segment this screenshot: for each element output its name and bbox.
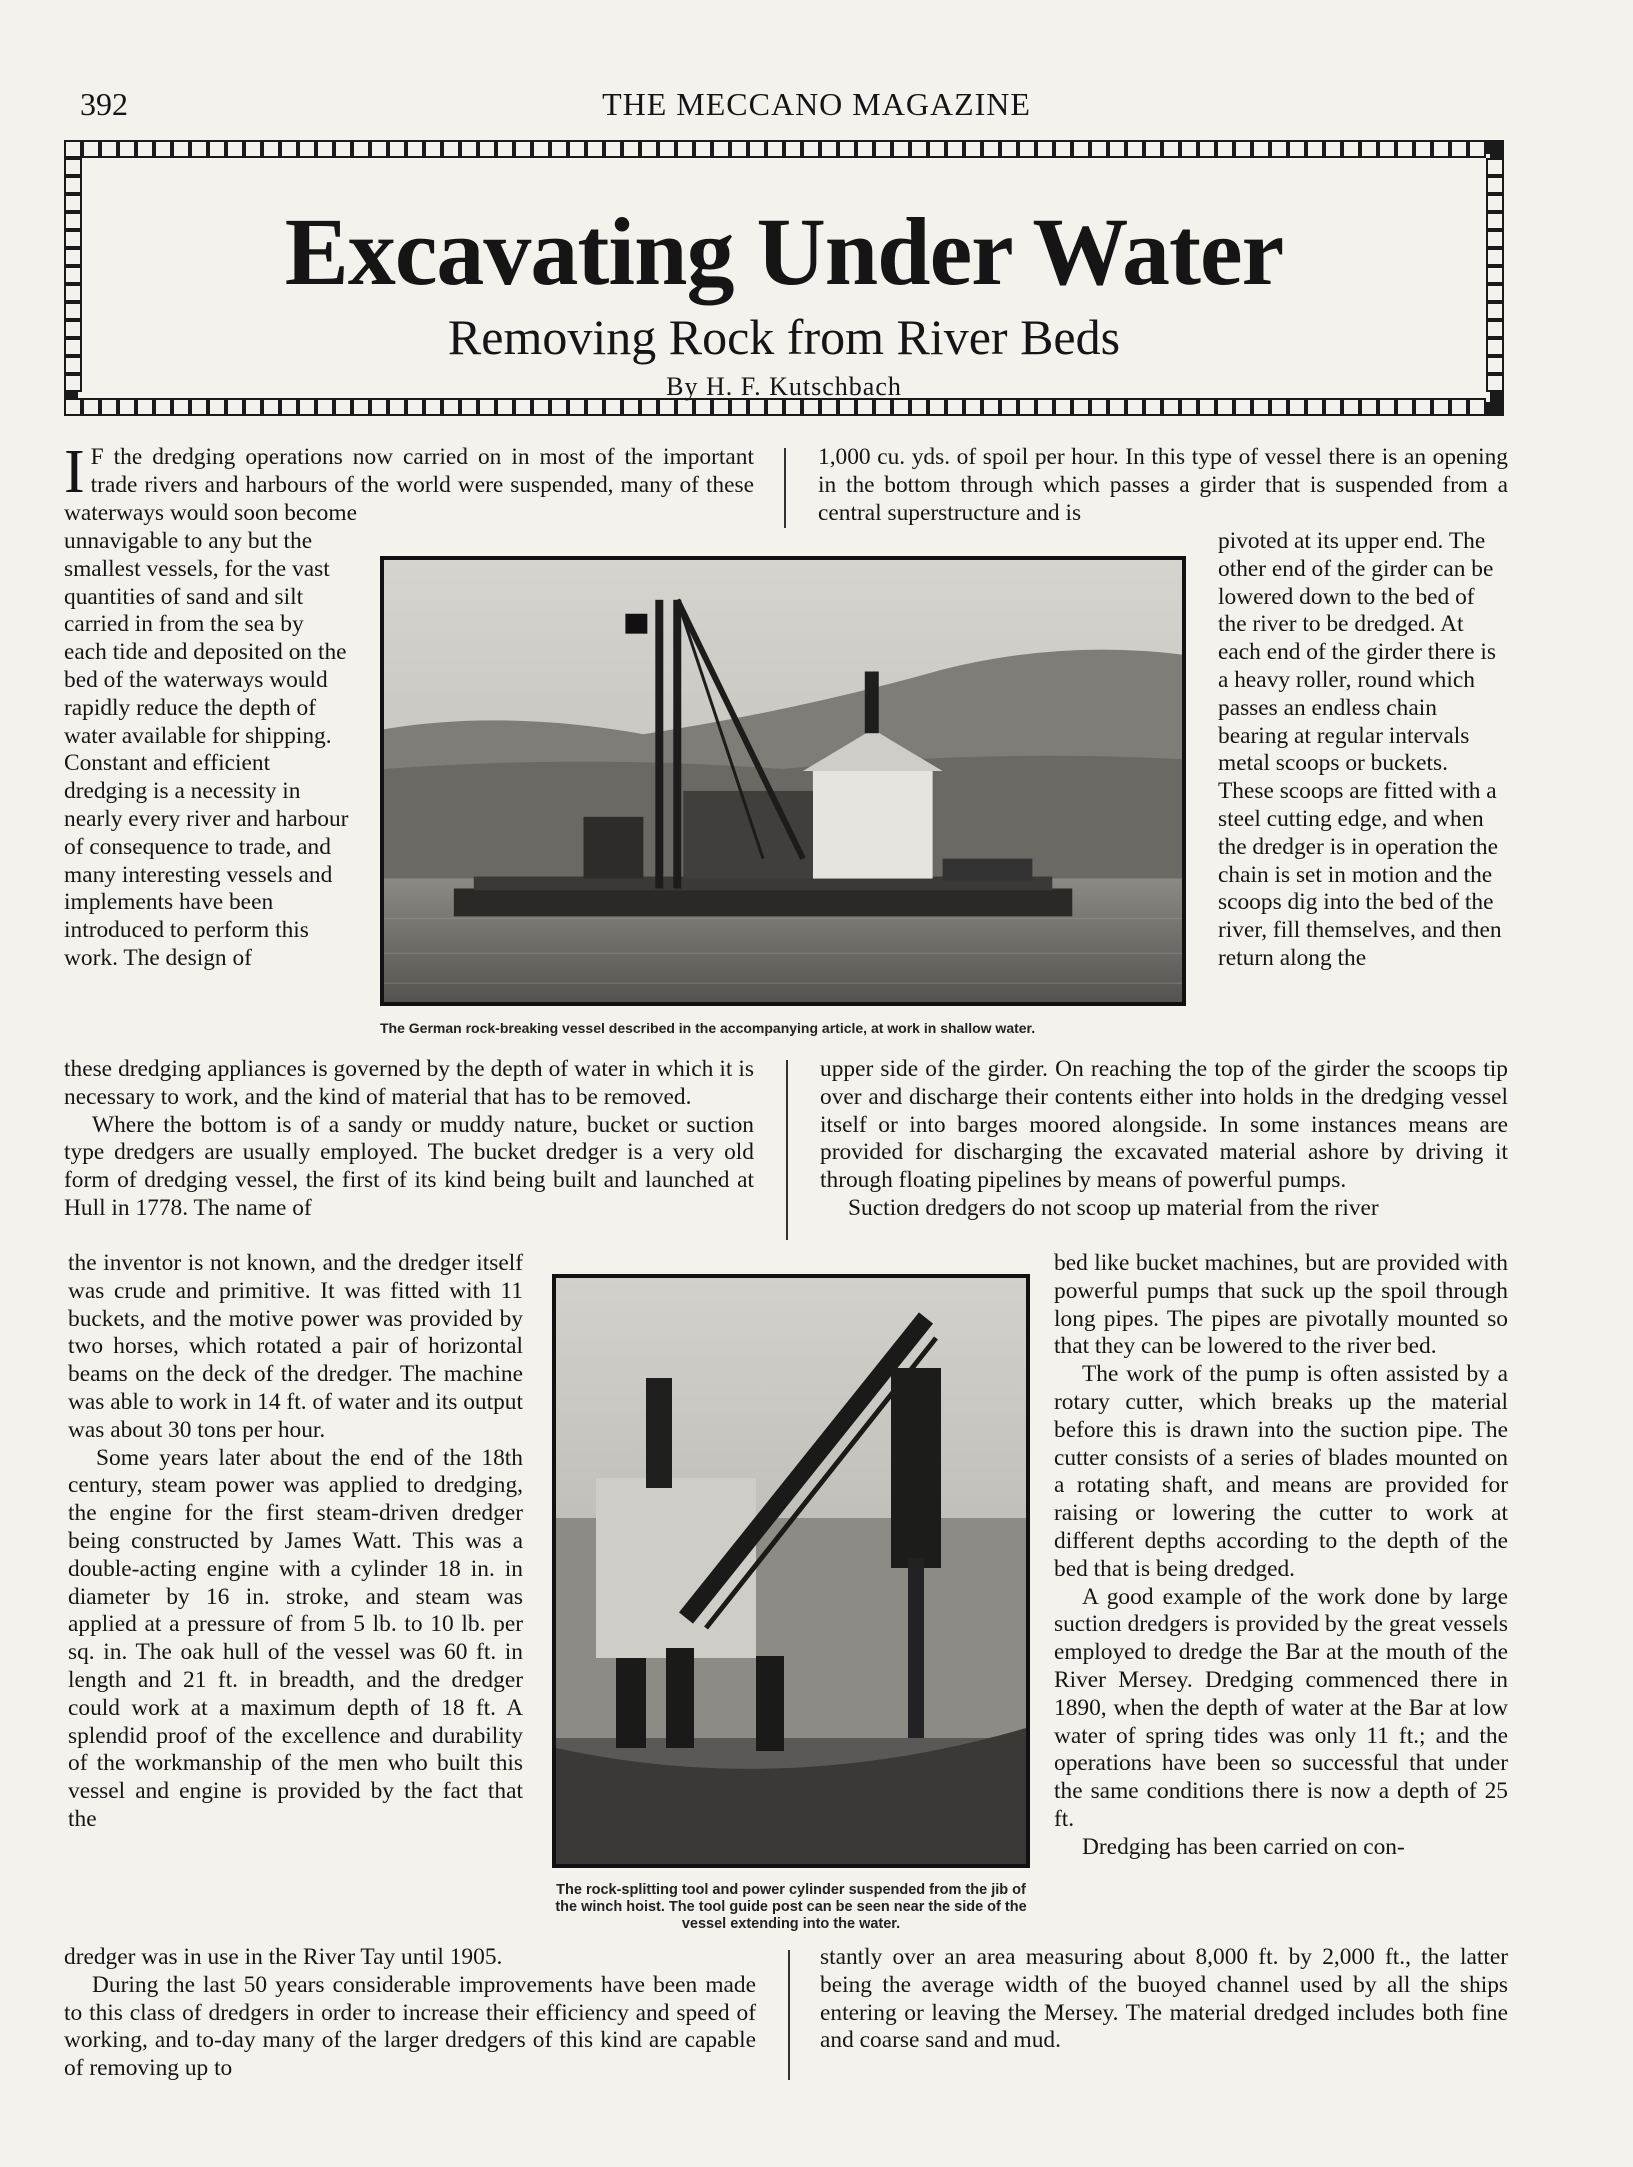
col1-lower-para2: Some years later about the end of the 18th century, steam power was applied to dredging, the engine for the first steam-driven dredger being constructed by James Watt. This was a double-acting engine with a cylinder 18 in. in diameter by 16 in. stroke, and steam was applied at a pressure of from 5 lb. to 10 lb. per sq. in. The oak hull of the vessel was 60 ft. in length and 21 ft. in breadth, and the dredger could work at a maximum depth of 18 ft. A splendid proof of the excellence and durability of the workmanship of the men who built this vessel and engine is provided by the fact that the [68,1444,523,1832]
photo-rock-splitting-tool [552,1274,1030,1868]
column-rule-mid [786,1060,788,1240]
column-rule-bottom [788,1950,790,2080]
col1-bottom-para1: dredger was in use in the River Tay until 1905. [64,1944,503,1970]
photo-rock-breaking-vessel [380,556,1186,1006]
col1-mid-para2: Where the bottom is of a sandy or muddy nature, bucket or suction type dredgers are usually employed. The bucket dredger is a very old form of dredging vessel, the first of its kind being built and launched at Hull in 1778. The name of [64,1111,754,1221]
col2-narrow-text: pivoted at its upper end. The other end of the girder can be lowered down to the bed of the river to be dredged. At each end of the girder there is a heavy roller, round which passes an endless chain bearing at regular intervals metal scoops or buckets. These scoops are fitted with a steel cutting edge, and when the dredger is in operation the chain is set in motion and the scoops dig into the bed of the river, fill themselves, and then return along the [1218,528,1502,971]
col2-top-text: 1,000 cu. yds. of spoil per hour. In this type of vessel there is an opening in the bottom through which passes a girder that is suspended from a central superstructure and is [818,444,1508,526]
byline: By H. F. Kutschbach [666,372,902,401]
col1-top-text: F the dredging operations now carried on in most of the important trade rivers and harbours of the world were suspended, many of these waterways would soon become [64,444,754,526]
dropcap: I [64,438,85,506]
running-head [0,86,1633,126]
subheadline: Removing Rock from River Beds [447,309,1121,365]
col1-narrow [64,528,350,973]
col2-bottom-text: stantly over an area measuring about 8,000 ft. by 2,000 ft., the latter being the average width of the buoyed channel used by all the ships entering or leaving the Mersey. The material dredged includes both fine and coarse sand and mud. [820,1944,1508,2054]
title-box [64,140,1504,416]
col2-right-para1: bed like bucket machines, but are provided with powerful pumps that suck up the spoil through long pipes. The pipes are pivotally mounted so that they can be lowered to the river bed. [1054,1250,1508,1360]
col2-right [1054,1250,1508,1862]
col1-mid [64,1056,754,1223]
col1-lower [68,1250,523,1834]
vessel-illustration [384,560,1182,1002]
col2-top [818,444,1508,527]
caption-tool: The rock-splitting tool and power cylinder suspended from the jib of the winch hoist. The tool guide post can be seen near the side of the vessel extending into the water. [555,1882,1027,1932]
magazine-title: THE MECCANO MAGAZINE [602,86,1031,122]
col1-top [64,438,754,527]
title-panel [92,168,1476,401]
page-number: 392 [80,86,128,122]
tool-illustration [556,1278,1026,1864]
col2-bottom [820,1944,1508,2055]
col2-mid-para2: Suction dredgers do not scoop up material from the river [848,1194,1379,1221]
col2-mid [820,1056,1508,1223]
headline: Excavating Under Water [284,198,1284,305]
col1-narrow-text: unnavigable to any but the smallest vessels, for the vast quantities of sand and silt carried in from the sea by each tide and deposited on the bed of the waterways would rapidly reduce the depth of water available for shipping. Constant and efficient dredging is a necessity in nearly every river and harbour of consequence to trade, and many interesting vessels and implements have been introduced to perform this work. The design of [64,528,349,971]
caption-vessel: The German rock-breaking vessel described in the accompanying article, at work in shallow water. [380,1020,1036,1036]
col1-mid-para1: these dredging appliances is governed by the depth of water in which it is necessary to work, and the kind of material that has to be removed. [64,1056,754,1110]
col1-lower-para1: the inventor is not known, and the dredger itself was crude and primitive. It was fitted with 11 buckets, and the motive power was provided by two horses, which rotated a pair of horizontal beams on the deck of the dredger. The machine was able to work in 14 ft. of water and its output was about 30 tons per hour. [68,1250,523,1443]
col2-right-para2: The work of the pump is often assisted by a rotary cutter, which breaks up the material before this is drawn into the suction pipe. The cutter consists of a series of blades mounted on a rotating shaft, and means are provided for raising or lowering the cutter to work at different depths according to the depth of the bed that is being dredged. [1054,1361,1508,1582]
col2-narrow [1218,528,1508,973]
column-rule-top [784,448,786,528]
col2-right-para4: Dredging has been carried on con- [1082,1833,1405,1860]
col1-bottom [64,1944,756,2083]
col1-bottom-para2: During the last 50 years considerable improvements have been made to this class of dredgers in order to increase their efficiency and speed of working, and to-day many of the larger dredgers of this kind are capable of removing up to [64,1971,756,2082]
col2-mid-para1: upper side of the girder. On reaching the top of the girder the scoops tip over and discharge their contents either into holds in the dredging vessel itself or into barges moored alongside. In some instances means are provided for discharging the excavated material ashore by driving it through floating pipelines by means of powerful pumps. [820,1056,1508,1194]
col2-right-para3: A good example of the work done by large suction dredgers is provided by the great vessels employed to dredge the Bar at the mouth of the River Mersey. Dredging commenced there in 1890, when the depth of water at the Bar at low water of spring tides was only 11 ft.; and the operations have been so successful that under the same conditions there is now a depth of 25 ft. [1054,1583,1508,1832]
